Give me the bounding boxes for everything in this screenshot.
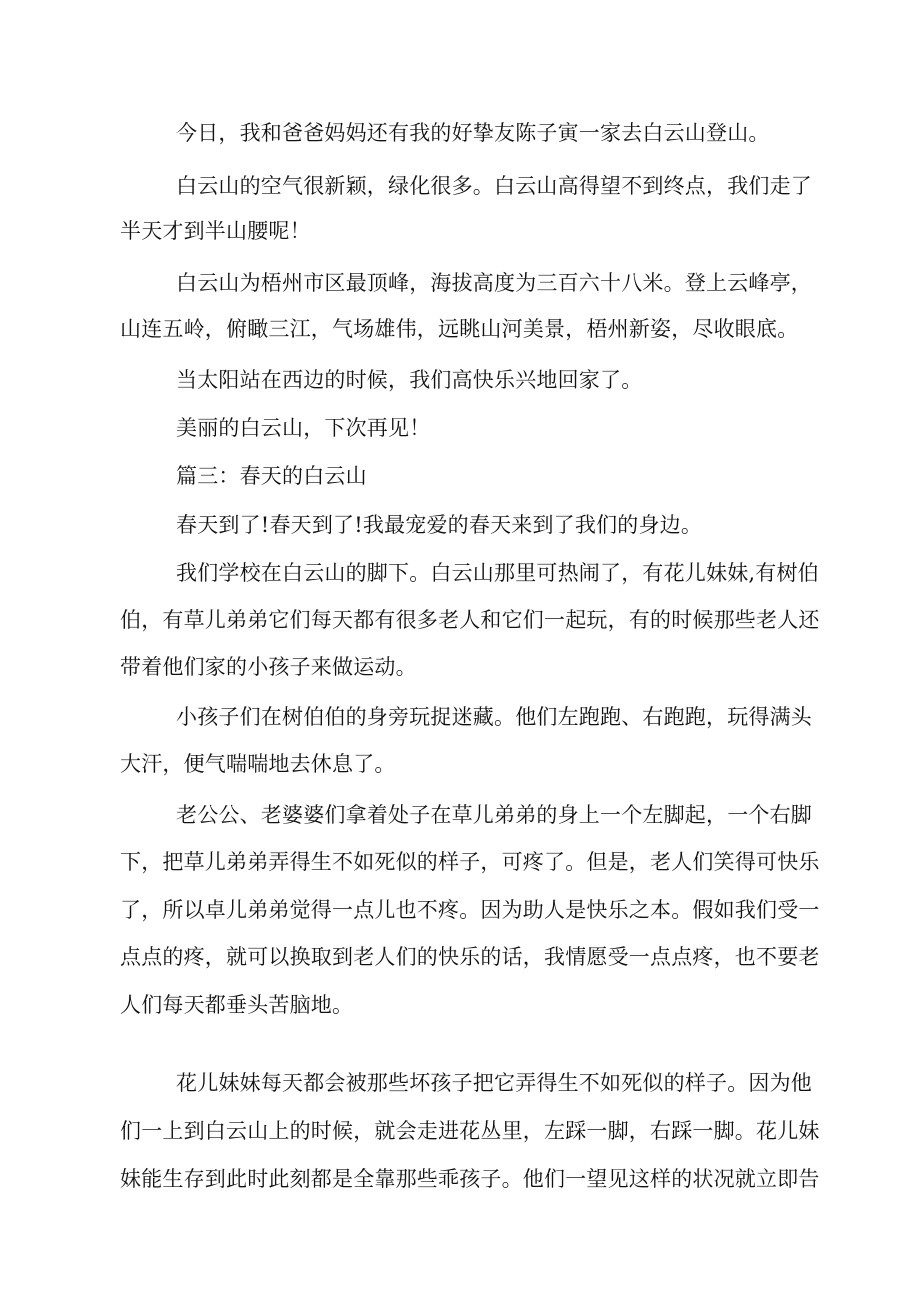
text-line: 当太阳站在西边的时候，我们高快乐兴地回家了。 [176,368,643,392]
text-line: 小孩子们在树伯伯的身旁玩捉迷藏。他们左跑跑、右跑跑，玩得满头 [176,705,812,729]
text-line: 山连五岭，俯瞰三江，气场雄伟，远眺山河美景，梧州新姿，尽收眼底。 [120,317,799,341]
text-line: 我们学校在白云山的脚下。白云山那里可热闹了，有花儿妹妹,有树伯 [176,561,819,585]
text-line: 美丽的白云山，下次再见！ [176,416,431,440]
text-line: 了，所以卓儿弟弟觉得一点儿也不疼。因为助人是快乐之本。假如我们受一 [120,898,820,922]
text-line: 点点的疼，就可以换取到老人们的快乐的话，我情愿受一点点疼，也不要老 [120,945,820,969]
text-line: 今日，我和爸爸妈妈还有我的好挚友陈子寅一家去白云山登山。 [176,121,770,145]
text-line: 们一上到白云山上的时候，就会走进花丛里，左踩一脚，右踩一脚。花儿妹 [120,1119,820,1143]
text-line: 人们每天都垂头苦脑地。 [120,993,354,1017]
text-line: 春天到了!春天到了!我最宠爱的春天来到了我们的身边。 [176,513,703,537]
text-line: 带着他们家的小孩子来做运动。 [120,655,417,679]
section-heading: 篇三：春天的白云山 [176,464,367,488]
text-line: 伯，有草儿弟弟它们每天都有很多老人和它们一起玩，有的时候那些老人还 [120,608,820,632]
text-line: 大汗，便气喘喘地去休息了。 [120,752,396,776]
text-line: 半天才到半山腰呢！ [120,219,311,243]
text-line: 下，把草儿弟弟弄得生不如死似的样子，可疼了。但是，老人们笑得可快乐 [120,850,820,874]
text-line: 老公公、老婆婆们拿着处子在草儿弟弟的身上一个左脚起，一个右脚 [176,803,812,827]
text-line: 妹能生存到此时此刻都是全靠那些乖孩子。他们一望见这样的状况就立即告 [120,1167,820,1191]
text-line: 花儿妹妹每天都会被那些坏孩子把它弄得生不如死似的样子。因为他 [176,1071,812,1095]
text-line: 白云山的空气很新颖，绿化很多。白云山高得望不到终点，我们走了 [176,174,812,198]
text-line: 白云山为梧州市区最顶峰，海拔高度为三百六十八米。登上云峰亭， [176,271,812,295]
